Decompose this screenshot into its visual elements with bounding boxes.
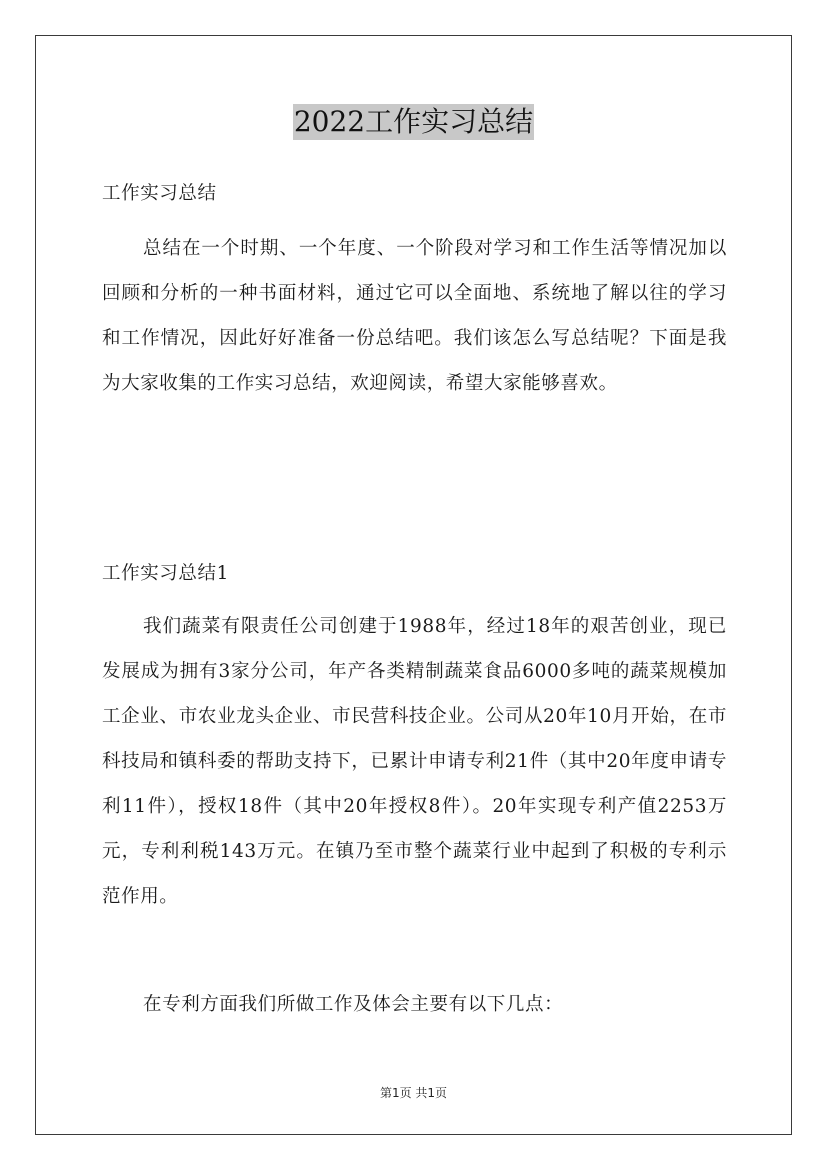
section-heading-1: 工作实习总结1 [102, 563, 229, 584]
section1-paragraph-2: 在专利方面我们所做工作及体会主要有以下几点： [143, 994, 564, 1015]
title-container [0, 104, 827, 140]
intro-heading: 工作实习总结 [102, 183, 217, 204]
section1-paragraph-1: 我们蔬菜有限责任公司创建于1988年，经过18年的艰苦创业，现已发展成为拥有3家分公司，年产各类精制蔬菜食品6000多吨的蔬菜规模加工企业、市农业龙头企业、市民营科技企业。公司从20年10月开始，在市科技局和镇科委的帮助支持下，已累计申请专利21件（其中20年度申请专利11件），授权18件（其中20年授权8件）。20年实现专利产值2253万元，专利利税143万元。在镇乃至市整个蔬菜行业中起到了积极的专利示范作用。 [102, 616, 727, 907]
document-title: 2022工作实习总结 [293, 105, 534, 138]
intro-paragraph: 总结在一个时期、一个年度、一个阶段对学习和工作生活等情况加以回顾和分析的一种书面材料，通过它可以全面地、系统地了解以往的学习和工作情况，因此好好准备一份总结吧。我们该怎么写总结呢？下面是我为大家收集的工作实习总结，欢迎阅读，希望大家能够喜欢。 [102, 238, 727, 394]
page-footer: 第1页 共1页 [379, 1086, 448, 1100]
